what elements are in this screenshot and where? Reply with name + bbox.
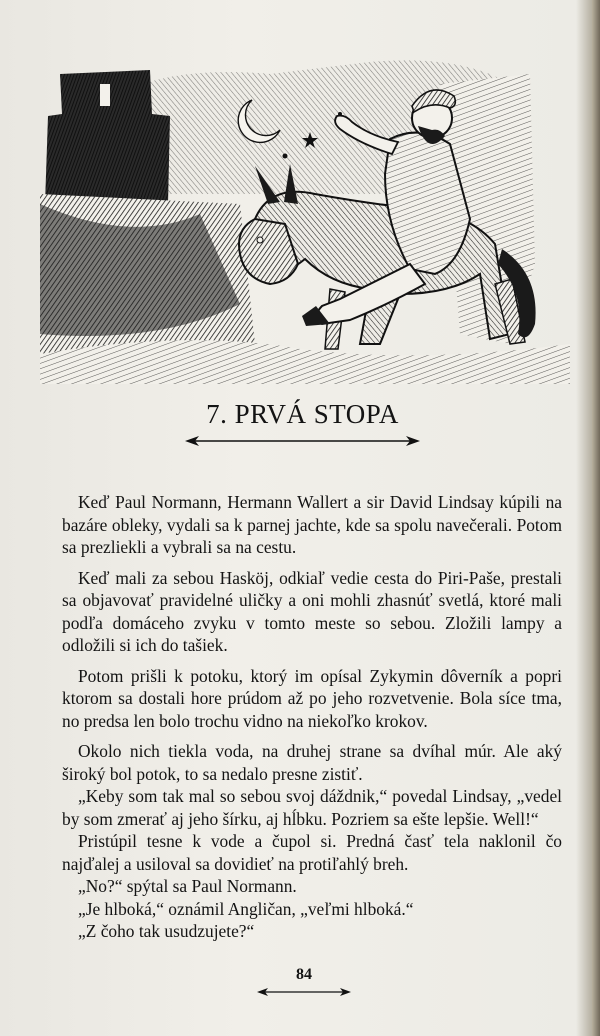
chapter-illustration xyxy=(40,44,570,384)
paragraph: Keď Paul Normann, Hermann Wallert a sir David Lindsay kúpili na bazáre obleky, vydali sa k parnej jachte, kde sa spolu navečerali. Potom sa prezliekli a vybrali sa na cestu. xyxy=(62,492,562,557)
paragraph: „Keby som tak mal so sebou svoj dáždnik,“ povedal Lindsay, „vedel by som zmerať aj jeho šírku, aj hĺbku. Pozriem sa ešte lepšie. Well!“ xyxy=(62,786,562,829)
page-number-arrow xyxy=(257,986,351,998)
paragraph: Okolo nich tiekla voda, na druhej strane sa dvíhal múr. Ale aký široký bol potok, to sa nedalo presne zistiť. xyxy=(62,741,562,784)
paragraph: Potom prišli k potoku, ktorý im opísal Zykymin dôverník a popri ktorom sa dostali hore prúdom až po jeho rozvetvenie. Bola síce tma, no predsa len bolo trochu vidno na niekoľko krokov. xyxy=(62,665,562,731)
paragraph: „Z čoho tak usudzujete?“ xyxy=(78,921,255,941)
page-number: 84 xyxy=(296,966,312,983)
paragraph: „No?“ spýtal sa Paul Normann. xyxy=(78,876,297,896)
paragraph: Keď mali za sebou Hasköj, odkiaľ vedie cesta do Piri-Paše, prestali sa objavovať pravidelné uličky a oni mohli zhasnúť svetlá, ktoré mali podľa domáceho zvyku v tomto meste so sebou. Zložili lampy a odložili si ich do tašiek. xyxy=(62,567,562,655)
chapter-heading xyxy=(185,398,420,448)
title-underline-arrow xyxy=(185,435,420,447)
paragraph: „Je hlboká,“ oznámil Angličan, „veľmi hlboká.“ xyxy=(78,898,414,919)
chapter-title: 7. PRVÁ STOPA xyxy=(206,399,399,429)
page-edge-shadow xyxy=(592,0,600,1036)
paragraph: Pristúpil tesne k vode a čupol si. Predná časť tela naklonil čo najďalej a usiloval sa dovidieť na protiľahlý breh. xyxy=(62,831,562,874)
chapter-body xyxy=(62,491,562,943)
